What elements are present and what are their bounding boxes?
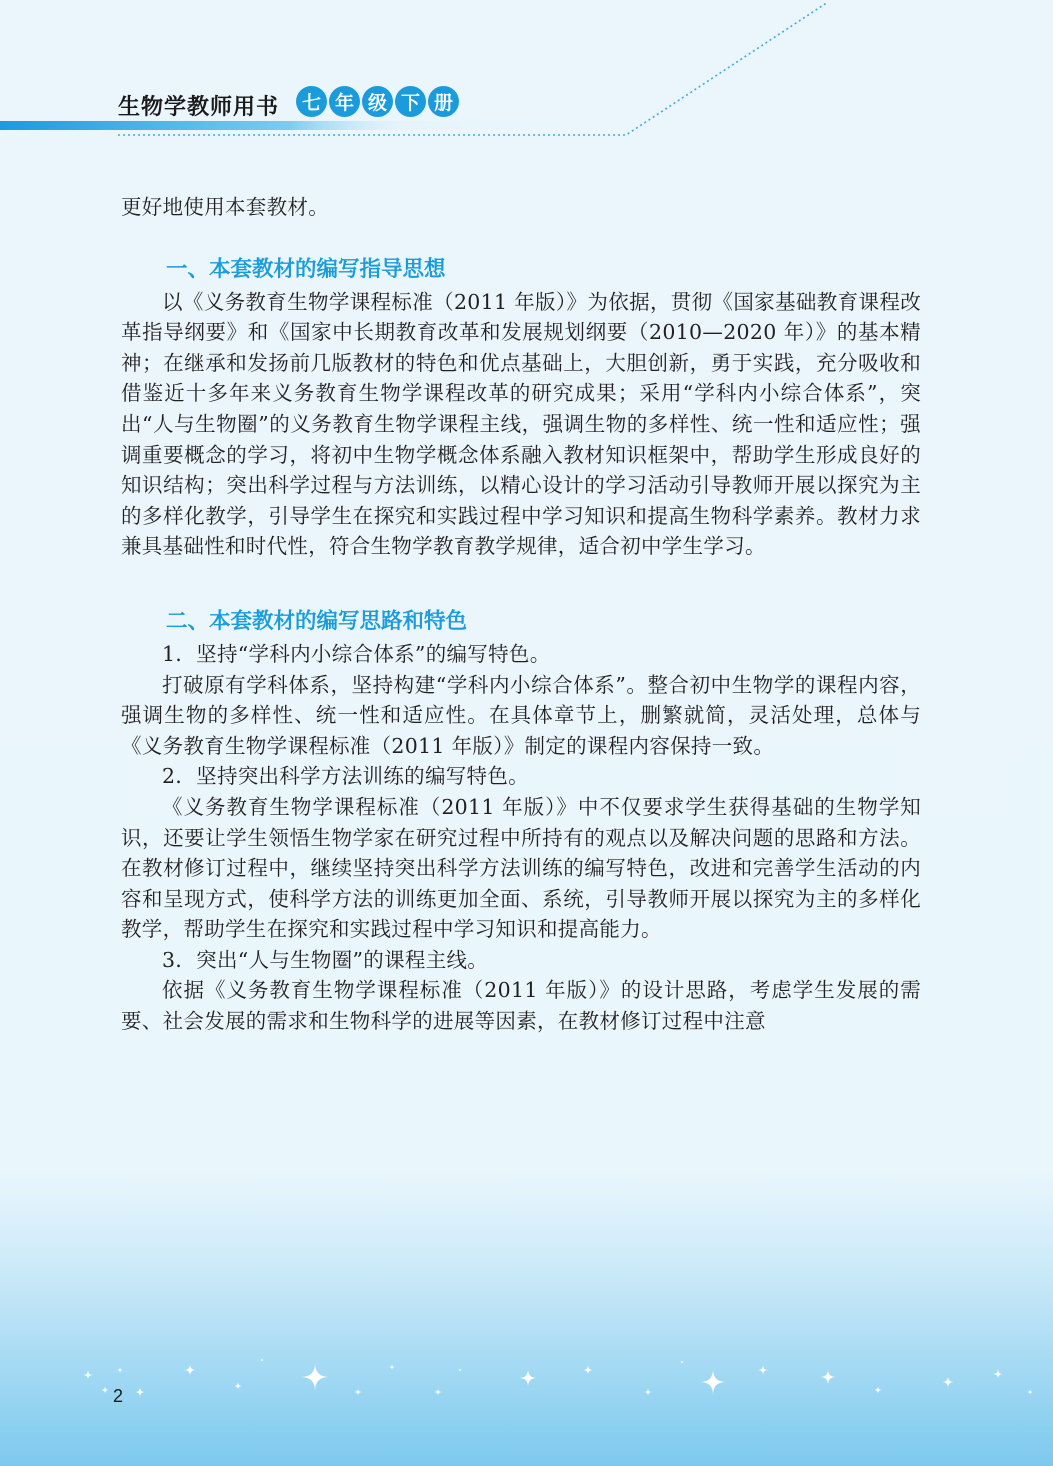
sparkle-star (820, 1369, 836, 1385)
sparkle-star (234, 1382, 242, 1390)
sparkle-star (101, 1386, 109, 1394)
sparkle-star (758, 1365, 768, 1375)
sparkle-star (519, 1369, 537, 1387)
item-title: 2．坚持突出科学方法训练的编写特色。 (162, 764, 529, 789)
book-title: 生物学教师用书 (118, 95, 280, 120)
sparkle-star (680, 1360, 684, 1364)
grade-badge: 册 (428, 86, 459, 117)
item-title: 3．突出“人与生物圈”的课程主线。 (162, 947, 489, 972)
sparkle-star (993, 1369, 1003, 1379)
grade-badge: 年 (329, 86, 360, 117)
sparkle-star (700, 1369, 726, 1395)
item-paragraph: 依据《义务教育生物学课程标准（2011 年版）》的设计思路，考虑学生发展的需要、社会发展的需求和生物科学的进展等因素，在教材修订过程中注意 (121, 978, 921, 1034)
item-title: 1．坚持“学科内小综合体系”的编写特色。 (162, 641, 551, 666)
grade-badges (296, 86, 459, 117)
sparkle-star (874, 1386, 882, 1394)
sparkle-star (583, 1365, 593, 1375)
sparkle-star (942, 1376, 954, 1388)
sparkle-star (389, 1364, 395, 1370)
sparkle-star (458, 1368, 462, 1372)
section-heading: 二、本套教材的编写思路和特色 (166, 608, 468, 634)
page-body (121, 192, 921, 1037)
sparkle-star (117, 1367, 123, 1373)
sparkle-star (184, 1364, 196, 1376)
page-number: 2 (113, 1386, 124, 1406)
sparkle-star (1027, 1389, 1033, 1395)
grade-badge: 下 (395, 86, 426, 117)
item-paragraph: 打破原有学科体系，坚持构建“学科内小综合体系”。整合初中生物学的课程内容，强调生物的多样性、统一性和适应性。在具体章节上，删繁就简，灵活处理，总体与《义务教育生物学课程标准（2011 年版）》制定的课程内容保持一致。 (121, 672, 921, 758)
header-gradient-band (0, 121, 640, 130)
sparkle-star (135, 1387, 145, 1397)
sparkle-star (83, 1370, 93, 1380)
section-paragraph: 以《义务教育生物学课程标准（2011 年版）》为依据，贯彻《国家基础教育课程改革指导纲要》和《国家中长期教育改革和发展规划纲要（2010—2020 年）》的基本精神；在继承和发扬前几版教材的特色和优点基础上，大胆创新，勇于实践，充分吸收和借鉴近十多年来义务教育生物学课程改革的研究成果；采用“学科内小综合体系”，突出“人与生物圈”的义务教育生物学课程主线，强调生物的多样性、统一性和适应性；强调重要概念的学习，将初中生物学概念体系融入教材知识框架中，帮助学生形成良好的知识结构；突出科学过程与方法训练，以精心设计的学习活动引导教师开展以探究为主的多样化教学，引导学生在探究和实践过程中学习知识和提高生物科学素养。教材力求兼具基础性和时代性，符合生物学教育教学规律，适合初中学生学习。 (121, 289, 921, 559)
sparkle-star (644, 1388, 652, 1396)
grade-badge: 级 (362, 86, 393, 117)
sparkle-decoration (0, 1330, 1053, 1466)
sparkle-star (434, 1388, 442, 1396)
sparkle-star (260, 1358, 264, 1362)
sparkle-star (301, 1363, 329, 1391)
item-paragraph: 《义务教育生物学课程标准（2011 年版）》中不仅要求学生获得基础的生物学知识，还要让学生领悟生物学家在研究过程中所持有的观点以及解决问题的思路和方法。在教材修订过程中，继续坚持突出科学方法训练的编写特色，改进和完善学生活动的内容和呈现方式，使科学方法的训练更加全面、系统，引导教师开展以探究为主的多样化教学，帮助学生在探究和实践过程中学习知识和提高能力。 (121, 794, 921, 942)
sparkle-star (354, 1388, 362, 1396)
section-heading: 一、本套教材的编写指导思想 (166, 256, 446, 282)
grade-badge: 七 (296, 86, 327, 117)
intro-line: 更好地使用本套教材。 (121, 195, 329, 219)
